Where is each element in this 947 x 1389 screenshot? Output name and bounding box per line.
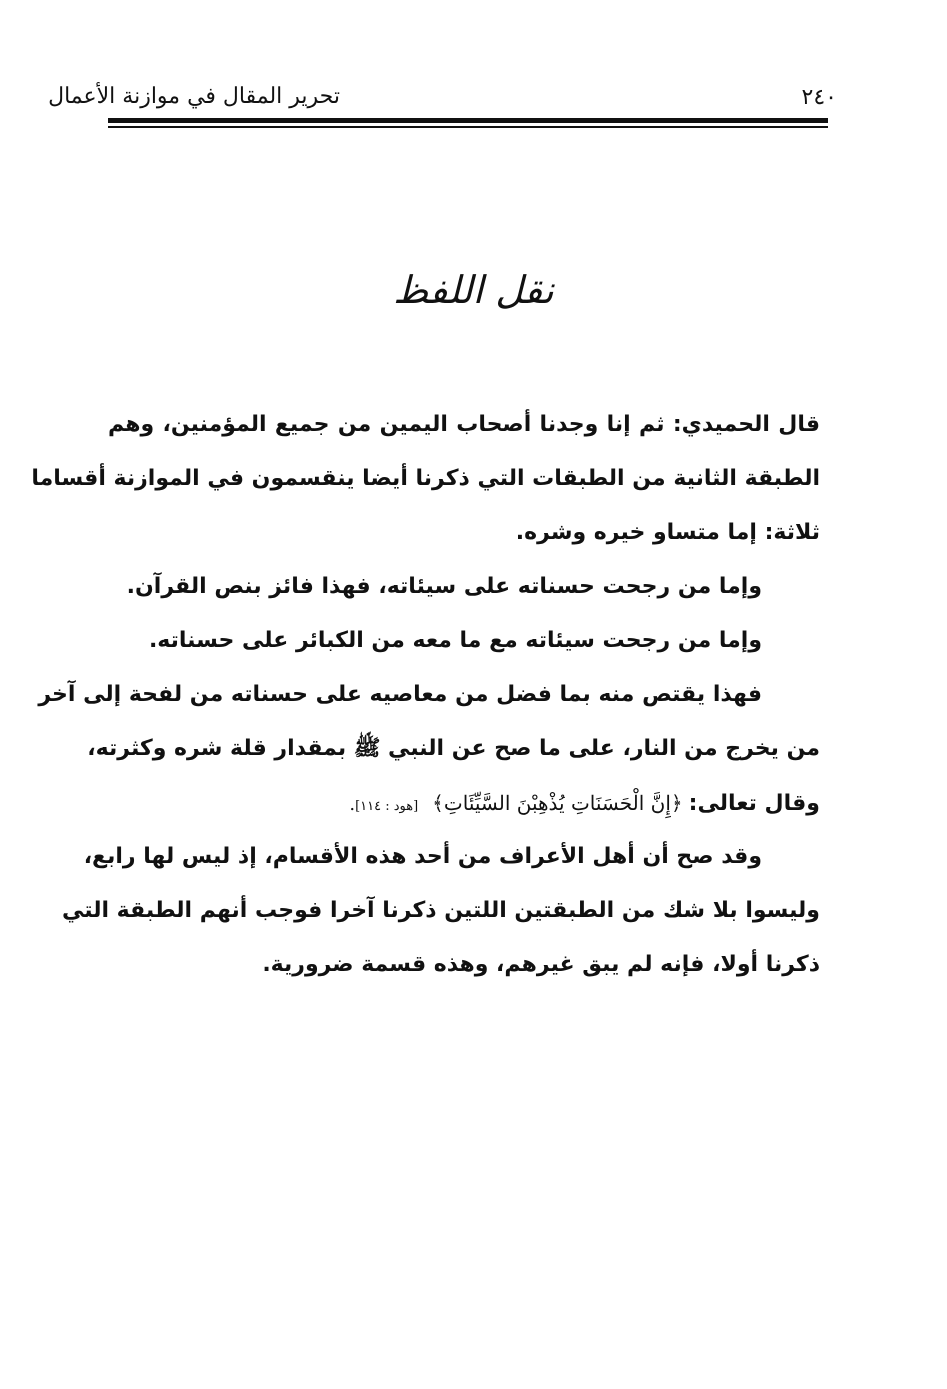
paragraph-1-line-3: ثلاثة: إما متساو خيره وشره. [515,520,820,545]
paragraph-5-line-1: وقد صح أن أهل الأعراف من أحد هذه الأقسام، إذ ليس لها رابع، [83,844,762,869]
verse-end-punctuation: . [349,794,356,815]
paragraph-5-line-2: وليسوا بلا شك من الطبقتين اللتين ذكرنا آخرا فوجب أنهم الطبقة التي [61,898,820,923]
verse-intro: وقال تعالى: [688,791,820,816]
paragraph-4-line-3 [108,776,820,830]
running-title: تحرير المقال في موازنة الأعمال [48,84,340,109]
paragraph-1-line-2: الطبقة الثانية من الطبقات التي ذكرنا أيضا ينقسمون في الموازنة أقساما [31,466,820,491]
paragraph-5-line-3: ذكرنا أولا، فإنه لم يبق غيرهم، وهذه قسمة ضرورية. [262,952,820,977]
header-rule-thick [108,118,828,123]
paragraph-4-line-2: من يخرج من النار، على ما صح عن النبي ﷺ بمقدار قلة شره وكثرته، [87,736,820,761]
page-number: ٢٤٠ [801,85,837,110]
verse-reference: [هود : ١١٤] [355,799,419,814]
body-text [31,398,820,992]
header-rule-thin [108,126,828,128]
paragraph-3-line-1: وإما من رجحت سيئاته مع ما معه من الكبائر على حسناته. [148,628,762,653]
paragraph-4-line-1: فهذا يقتص منه بما فضل من معاصيه على حسناته من لفحة إلى آخر [38,682,762,707]
paragraph-2-line-1: وإما من رجحت حسناته على سيئاته، فهذا فائز بنص القرآن. [126,574,762,599]
paragraph-1-line-1: قال الحميدي: ثم إنا وجدنا أصحاب اليمين من جميع المؤمنين، وهم [108,412,820,437]
section-heading: نقل اللفظ [393,268,554,312]
quran-verse: ﴿إِنَّ الْحَسَنَاتِ يُذْهِبْنَ السَّيِّئَاتِ﴾ [432,791,683,815]
